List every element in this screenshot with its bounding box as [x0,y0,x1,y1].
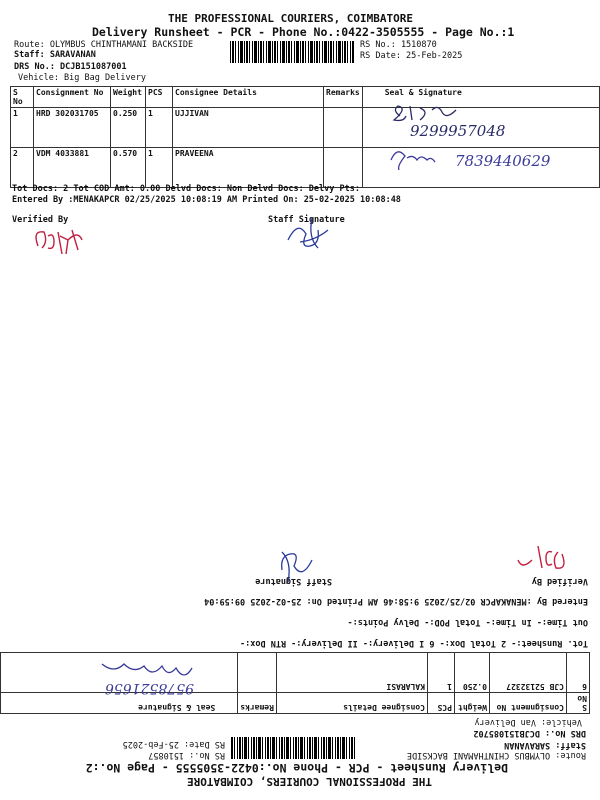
col-header: S No [567,693,590,714]
totals-line: Tot Docs: 2 Tot COD Amt: 0.00 Delvd Docs: Non Delvd Docs: Delvy Pts: [12,184,360,194]
col-header: Consignee Details [277,693,428,714]
route-text: Route: OLYMBUS CHINTHAMANI BACKSIDE [406,750,586,760]
col-header: Consignment No [34,87,111,108]
col-header: Remarks [324,87,363,108]
company-title: THE PROFESSIONAL COURIERS, COIMBATORE [186,775,432,788]
rs-no-text: RS No.: 1510857 [148,750,225,760]
entered-line: Entered By :MENAKAPCR 02/25/2025 10:08:19 AM Printed On: 25-02-2025 10:08:48 [12,195,401,205]
runsheet-subtitle: Delivery Runsheet - PCR - Phone No.:0422-3505555 - Page No.:2 [85,761,508,775]
cell-consignee: UJJIVAN [173,108,324,148]
col-header: Remarks [238,693,277,714]
signature-phone-note: 9299957048 [410,122,506,140]
times-line: Out Time:- In Time:- Total POD:- Delvy Points:- [347,617,588,627]
cell-consignment: HRD 302031705 [34,108,111,148]
entered-line: Entered By :MENAKAPCR 02/25/2025 9:58:46 AM Printed On: 25-02-2025 09:59:04 [204,596,588,606]
route-text: Route: OLYMBUS CHINTHAMANI BACKSIDE [14,40,194,50]
cell-pcs: 1 [428,653,455,693]
staff-text: Staff: SARAVANAN [504,740,586,750]
col-header: S No [11,87,34,108]
cell-weight: 0.250 [111,108,146,148]
staff-signature-label: Staff Signature [255,576,332,586]
signature-phone-note: 7839440629 [455,152,551,170]
totals-line: Tot. Runsheet:- 2 Total Dox:- 6 I Delivery:- II Delivery:- RTN Dox:- [240,638,588,648]
signature-phone-note: 9578521656 [104,680,194,696]
verified-signature-icon [512,538,572,578]
col-header: Seal & Signature [362,87,599,108]
cell-weight: 0.570 [111,148,146,188]
cell-sno: 1 [11,108,34,148]
barcode-icon [231,737,355,759]
col-header: Consignee Details [173,87,324,108]
cell-consignee: PRAVEENA [173,148,324,188]
col-header: PCS [146,87,173,108]
cell-consignment: VDM 4033881 [34,148,111,188]
staff-text: Staff: SARAVANAN [14,50,96,60]
cell-sno: 6 [567,653,590,693]
verified-label: Verified By [12,215,69,225]
cell-consignee: KALARASI [277,653,428,693]
col-header: Consignment No [490,693,567,714]
staff-signature-label: Staff Signature [268,215,345,225]
col-header: Weight [455,693,490,714]
rs-date-text: RS Date: 25-Feb-2025 [360,51,463,61]
col-header: Seal & Signature [1,693,238,714]
cell-weight: 0.250 [455,653,490,693]
cell-sno: 2 [11,148,34,188]
vehicle-text: Vehicle: Van Delivery [474,717,582,727]
verified-label: Verified By [531,576,588,586]
col-header: PCS [428,693,455,714]
company-title: THE PROFESSIONAL COURIERS, COIMBATORE [168,12,414,25]
signature-row1-icon [50,658,200,698]
rs-date-text: RS Date: 25-Feb-2025 [122,739,225,749]
cell-pcs: 1 [146,108,173,148]
cell-remarks [238,653,277,693]
runsheet-subtitle: Delivery Runsheet - PCR - Phone No.:0422-3505555 - Page No.:1 [92,25,515,39]
rs-no-text: RS No.: 1510870 [360,40,437,50]
staff-signature-icon [258,543,318,588]
vehicle-text: Vehicle: Big Bag Delivery [18,73,146,83]
col-header: Weight [111,87,146,108]
cell-consignment: CJB 52132327 [490,653,567,693]
cell-pcs: 1 [146,148,173,188]
drs-text: DRS No.: DCJB151087001 [14,62,127,72]
drs-text: DRS No.: DCJB151085702 [473,728,586,738]
